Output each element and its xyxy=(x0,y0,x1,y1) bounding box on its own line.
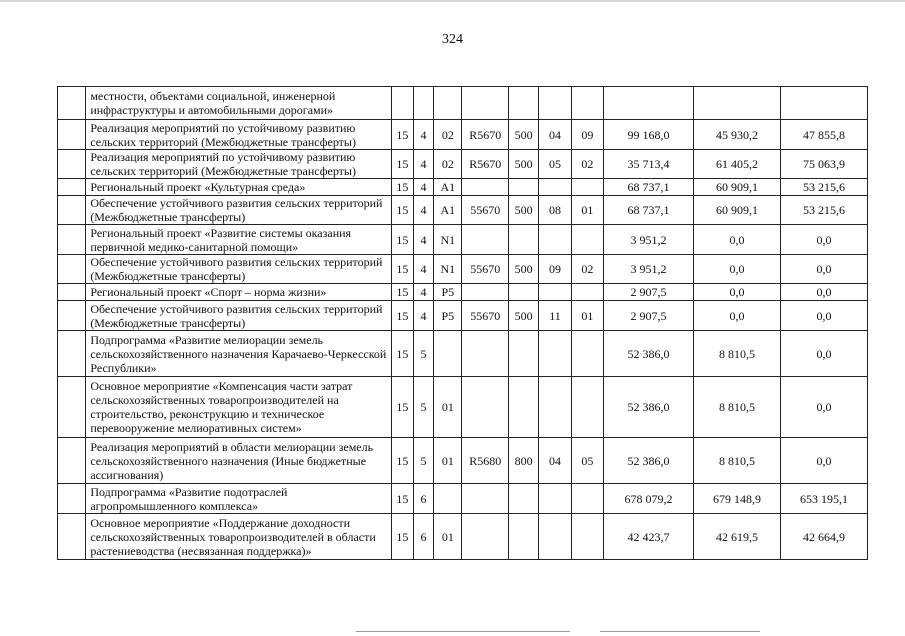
row-margin-cell xyxy=(58,377,86,438)
code-program: 15 xyxy=(391,196,413,225)
code-subsection xyxy=(571,484,603,514)
code-section: 08 xyxy=(539,196,571,225)
code-subsection: 01 xyxy=(571,301,603,331)
amount-year-2: 42 619,5 xyxy=(694,514,781,560)
code-program: 15 xyxy=(391,301,413,331)
amount-year-3: 0,0 xyxy=(780,255,867,284)
amount-year-2: 679 148,9 xyxy=(694,484,781,514)
amount-year-3: 47 855,8 xyxy=(780,120,867,150)
table-row xyxy=(58,87,868,120)
table-row xyxy=(58,179,868,196)
code-program xyxy=(391,87,413,120)
row-margin-cell xyxy=(58,284,86,301)
code-program: 15 xyxy=(391,377,413,438)
amount-year-1: 678 079,2 xyxy=(604,484,694,514)
row-name: Региональный проект «Культурная среда» xyxy=(86,179,391,196)
code-section xyxy=(539,484,571,514)
row-name: Подпрограмма «Развитие подотраслей агропромышленного комплекса» xyxy=(86,484,391,514)
page-number: 324 xyxy=(442,32,463,47)
code-subsection xyxy=(571,225,603,255)
amount-year-2: 60 909,1 xyxy=(694,196,781,225)
code-subprogram: 4 xyxy=(413,150,433,179)
code-section xyxy=(539,331,571,377)
code-section: 11 xyxy=(539,301,571,331)
code-subsection xyxy=(571,284,603,301)
budget-table xyxy=(57,86,868,560)
code-section xyxy=(539,179,571,196)
code-program: 15 xyxy=(391,179,413,196)
amount-year-2: 0,0 xyxy=(694,284,781,301)
code-program: 15 xyxy=(391,284,413,301)
amount-year-3: 653 195,1 xyxy=(780,484,867,514)
amount-year-2: 8 810,5 xyxy=(694,377,781,438)
row-margin-cell xyxy=(58,514,86,560)
code-activity xyxy=(434,87,462,120)
footer-rule xyxy=(356,631,570,632)
row-name: Обеспечение устойчивого развития сельских территорий (Межбюджетные трансферты) xyxy=(86,301,391,331)
amount-year-3: 0,0 xyxy=(780,225,867,255)
row-name: Обеспечение устойчивого развития сельских территорий (Межбюджетные трансферты) xyxy=(86,255,391,284)
code-expense-type: 800 xyxy=(508,438,538,484)
amount-year-2: 0,0 xyxy=(694,301,781,331)
code-section xyxy=(539,284,571,301)
amount-year-1: 52 386,0 xyxy=(604,331,694,377)
amount-year-2: 60 909,1 xyxy=(694,179,781,196)
code-program: 15 xyxy=(391,514,413,560)
code-activity: 02 xyxy=(434,150,462,179)
code-section: 04 xyxy=(539,120,571,150)
amount-year-2: 0,0 xyxy=(694,255,781,284)
row-margin-cell xyxy=(58,87,86,120)
code-expense-type xyxy=(508,225,538,255)
code-direction: R5670 xyxy=(462,150,509,179)
amount-year-3: 53 215,6 xyxy=(780,179,867,196)
row-margin-cell xyxy=(58,301,86,331)
table-row xyxy=(58,377,868,438)
code-section xyxy=(539,87,571,120)
code-expense-type xyxy=(508,331,538,377)
amount-year-3: 53 215,6 xyxy=(780,196,867,225)
code-program: 15 xyxy=(391,255,413,284)
row-name: Подпрограмма «Развитие мелиорации земель сельскохозяйственного назначения Карачаево-Черкесской Республики» xyxy=(86,331,391,377)
amount-year-1: 99 168,0 xyxy=(604,120,694,150)
code-subprogram: 4 xyxy=(413,255,433,284)
row-name: Основное мероприятие «Компенсация части затрат сельскохозяйственных товаропроизводителей на строительство, реконструкцию и техническое перевооружение мелиоративных систем» xyxy=(86,377,391,438)
code-program: 15 xyxy=(391,225,413,255)
code-activity xyxy=(434,331,462,377)
row-margin-cell xyxy=(58,120,86,150)
amount-year-3: 0,0 xyxy=(780,438,867,484)
code-subprogram: 4 xyxy=(413,179,433,196)
row-name: Реализация мероприятий по устойчивому развитию сельских территорий (Межбюджетные трансферты) xyxy=(86,120,391,150)
code-expense-type: 500 xyxy=(508,301,538,331)
table-row xyxy=(58,484,868,514)
table-body xyxy=(58,87,868,560)
code-direction xyxy=(462,377,509,438)
code-subprogram: 6 xyxy=(413,514,433,560)
row-margin-cell xyxy=(58,438,86,484)
amount-year-3: 0,0 xyxy=(780,331,867,377)
code-direction: 55670 xyxy=(462,301,509,331)
code-direction xyxy=(462,514,509,560)
code-direction: R5670 xyxy=(462,120,509,150)
amount-year-3: 42 664,9 xyxy=(780,514,867,560)
code-section: 09 xyxy=(539,255,571,284)
amount-year-1: 52 386,0 xyxy=(604,377,694,438)
code-subprogram: 6 xyxy=(413,484,433,514)
code-subprogram: 4 xyxy=(413,225,433,255)
table-row xyxy=(58,514,868,560)
amount-year-1: 2 907,5 xyxy=(604,284,694,301)
code-subprogram: 4 xyxy=(413,196,433,225)
table-row xyxy=(58,301,868,331)
table-row xyxy=(58,438,868,484)
code-subsection: 05 xyxy=(571,438,603,484)
row-name: Реализация мероприятий в области мелиорации земель сельскохозяйственного назначения (Иные бюджетные ассигнования) xyxy=(86,438,391,484)
amount-year-2: 61 405,2 xyxy=(694,150,781,179)
amount-year-2: 8 810,5 xyxy=(694,438,781,484)
row-margin-cell xyxy=(58,484,86,514)
code-activity: N1 xyxy=(434,225,462,255)
code-section xyxy=(539,377,571,438)
amount-year-1: 52 386,0 xyxy=(604,438,694,484)
row-name: Региональный проект «Развитие системы оказания первичной медико-санитарной помощи» xyxy=(86,225,391,255)
code-program: 15 xyxy=(391,150,413,179)
code-direction: 55670 xyxy=(462,255,509,284)
row-name: местности, объектами социальной, инженерной инфраструктуры и автомобильными дорогами» xyxy=(86,87,391,120)
amount-year-2: 45 930,2 xyxy=(694,120,781,150)
code-expense-type: 500 xyxy=(508,120,538,150)
amount-year-1: 2 907,5 xyxy=(604,301,694,331)
row-name: Региональный проект «Спорт – норма жизни» xyxy=(86,284,391,301)
code-expense-type: 500 xyxy=(508,196,538,225)
code-expense-type: 500 xyxy=(508,150,538,179)
code-expense-type xyxy=(508,514,538,560)
code-direction xyxy=(462,284,509,301)
code-section xyxy=(539,225,571,255)
code-subprogram: 5 xyxy=(413,438,433,484)
code-subsection xyxy=(571,377,603,438)
code-activity: 02 xyxy=(434,120,462,150)
code-subprogram: 4 xyxy=(413,120,433,150)
amount-year-2 xyxy=(694,87,781,120)
amount-year-1 xyxy=(604,87,694,120)
footer-rule xyxy=(600,631,760,632)
code-direction xyxy=(462,225,509,255)
row-margin-cell xyxy=(58,331,86,377)
code-subprogram: 4 xyxy=(413,301,433,331)
code-expense-type: 500 xyxy=(508,255,538,284)
amount-year-1: 35 713,4 xyxy=(604,150,694,179)
code-subsection: 02 xyxy=(571,255,603,284)
code-section xyxy=(539,514,571,560)
code-subsection xyxy=(571,179,603,196)
table-row xyxy=(58,150,868,179)
row-name: Основное мероприятие «Поддержание доходности сельскохозяйственных товаропроизводителей в области растениеводства (несвязанная поддержка)» xyxy=(86,514,391,560)
code-subsection: 01 xyxy=(571,196,603,225)
code-section: 05 xyxy=(539,150,571,179)
code-activity: А1 xyxy=(434,179,462,196)
row-margin-cell xyxy=(58,255,86,284)
code-subsection xyxy=(571,331,603,377)
code-subsection xyxy=(571,514,603,560)
code-expense-type xyxy=(508,179,538,196)
code-direction xyxy=(462,484,509,514)
amount-year-1: 3 951,2 xyxy=(604,255,694,284)
table-row xyxy=(58,196,868,225)
code-program: 15 xyxy=(391,438,413,484)
table-row xyxy=(58,255,868,284)
code-direction xyxy=(462,331,509,377)
row-margin-cell xyxy=(58,196,86,225)
amount-year-3: 0,0 xyxy=(780,301,867,331)
code-activity: N1 xyxy=(434,255,462,284)
amount-year-1: 42 423,7 xyxy=(604,514,694,560)
code-direction: 55670 xyxy=(462,196,509,225)
amount-year-2: 8 810,5 xyxy=(694,331,781,377)
amount-year-3: 0,0 xyxy=(780,377,867,438)
table-row xyxy=(58,120,868,150)
amount-year-1: 3 951,2 xyxy=(604,225,694,255)
code-activity: P5 xyxy=(434,284,462,301)
code-program: 15 xyxy=(391,120,413,150)
code-subsection xyxy=(571,87,603,120)
code-activity: 01 xyxy=(434,514,462,560)
code-section: 04 xyxy=(539,438,571,484)
code-subsection: 09 xyxy=(571,120,603,150)
code-activity: А1 xyxy=(434,196,462,225)
row-margin-cell xyxy=(58,150,86,179)
code-subprogram xyxy=(413,87,433,120)
code-subprogram: 5 xyxy=(413,377,433,438)
code-subprogram: 4 xyxy=(413,284,433,301)
code-expense-type xyxy=(508,484,538,514)
table-row xyxy=(58,331,868,377)
row-margin-cell xyxy=(58,225,86,255)
code-activity: 01 xyxy=(434,377,462,438)
row-margin-cell xyxy=(58,179,86,196)
code-direction: R5680 xyxy=(462,438,509,484)
amount-year-1: 68 737,1 xyxy=(604,196,694,225)
amount-year-3: 75 063,9 xyxy=(780,150,867,179)
code-expense-type xyxy=(508,87,538,120)
code-subprogram: 5 xyxy=(413,331,433,377)
code-direction xyxy=(462,179,509,196)
row-name: Обеспечение устойчивого развития сельских территорий (Межбюджетные трансферты) xyxy=(86,196,391,225)
code-activity: P5 xyxy=(434,301,462,331)
amount-year-3: 0,0 xyxy=(780,284,867,301)
code-activity: 01 xyxy=(434,438,462,484)
table-row xyxy=(58,225,868,255)
code-subsection: 02 xyxy=(571,150,603,179)
table-row xyxy=(58,284,868,301)
row-name: Реализация мероприятий по устойчивому развитию сельских территорий (Межбюджетные трансферты) xyxy=(86,150,391,179)
code-program: 15 xyxy=(391,484,413,514)
amount-year-1: 68 737,1 xyxy=(604,179,694,196)
code-program: 15 xyxy=(391,331,413,377)
code-expense-type xyxy=(508,284,538,301)
amount-year-3 xyxy=(780,87,867,120)
code-expense-type xyxy=(508,377,538,438)
code-activity xyxy=(434,484,462,514)
amount-year-2: 0,0 xyxy=(694,225,781,255)
top-edge-line xyxy=(0,0,905,2)
code-direction xyxy=(462,87,509,120)
